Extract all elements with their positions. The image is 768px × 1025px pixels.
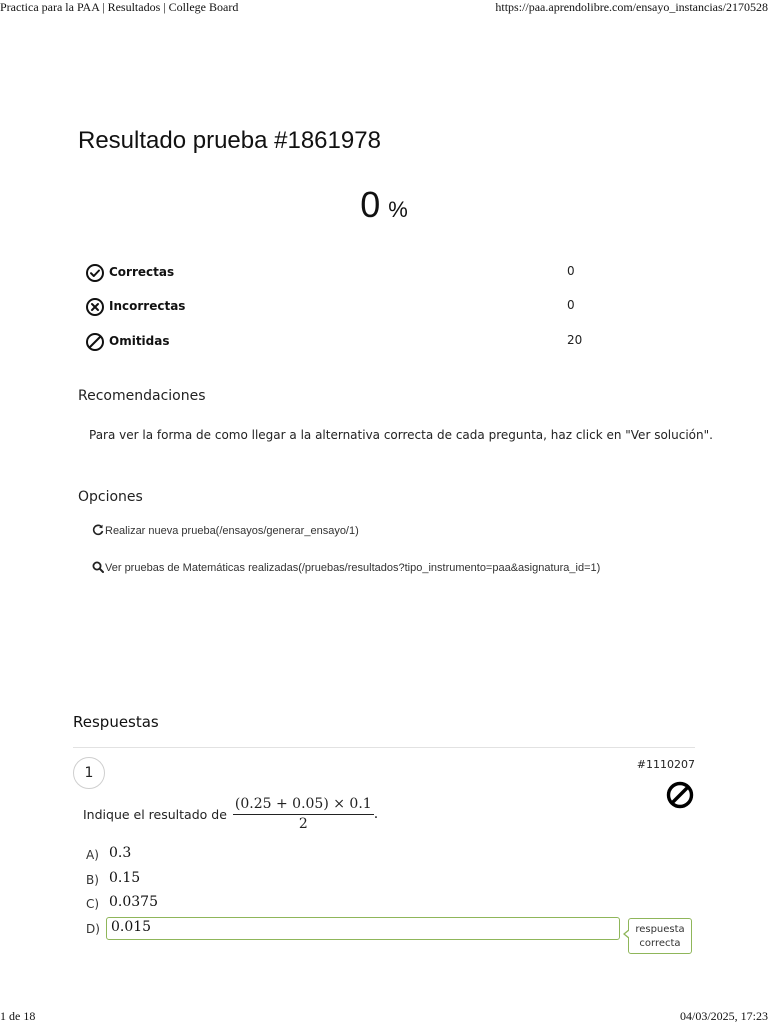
options-heading: Opciones (78, 489, 143, 505)
print-page-number: 1 de 18 (0, 1009, 36, 1023)
correct-answer-tag (628, 918, 692, 954)
question-number: 1 (73, 757, 105, 789)
x-circle-icon (85, 297, 105, 317)
print-page-title: Practica para la PAA | Resultados | College Board (0, 0, 239, 14)
score-unit: % (388, 197, 408, 222)
print-page-url: https://paa.aprendolibre.com/ensayo_instancias/2170528 (495, 0, 768, 14)
recommendations-heading: Recomendaciones (78, 388, 206, 404)
stat-label: Omitidas (109, 334, 170, 348)
refresh-icon (92, 524, 104, 536)
stat-value: 0 (567, 264, 575, 278)
print-header (0, 0, 768, 16)
alternative-letter: D) (86, 922, 100, 936)
alternative-d-correct (86, 918, 626, 940)
fraction-denominator: 2 (298, 816, 308, 832)
question-prompt (83, 792, 378, 836)
search-icon (92, 561, 104, 573)
stat-row-incorrect (85, 296, 625, 318)
divider (73, 747, 695, 748)
fraction-numerator: (0.25 + 0.05) × 0.1 (233, 796, 374, 815)
print-datetime: 04/03/2025, 17:23 (679, 1009, 768, 1023)
alternative-letter: B) (86, 873, 99, 887)
alternative-b (86, 869, 626, 891)
question-prompt-end: . (373, 806, 379, 822)
alternative-c (86, 893, 626, 915)
alternative-letter: A) (86, 848, 99, 862)
alternative-value: 0.0375 (109, 894, 158, 910)
stat-value: 20 (567, 333, 583, 347)
stat-row-correct (85, 262, 625, 284)
score-value: 0 (360, 184, 381, 225)
alternative-value: 0.015 (111, 919, 152, 935)
correct-tag-line1: respuesta (635, 924, 685, 935)
alternative-letter: C) (86, 897, 100, 911)
new-test-link-label: Realizar nueva prueba(/ensayos/generar_ensayo/1) (105, 525, 359, 537)
score-display (0, 184, 768, 226)
stat-row-omitted (85, 331, 625, 353)
view-tests-link[interactable] (92, 561, 600, 574)
view-tests-link-label: Ver pruebas de Matemáticas realizadas(/pruebas/resultados?tipo_instrumento=paa&asignatura_id=1) (105, 562, 601, 574)
new-test-link[interactable] (92, 524, 359, 537)
print-footer (0, 1009, 768, 1025)
correct-answer-highlight (106, 917, 620, 940)
page-title: Resultado prueba #1861978 (78, 127, 381, 154)
stat-value: 0 (567, 298, 575, 312)
question-id: #1110207 (636, 758, 695, 771)
omitted-status-icon (665, 780, 695, 810)
alternative-a (86, 844, 626, 866)
alternative-value: 0.3 (109, 845, 132, 861)
math-fraction (233, 796, 374, 832)
correct-tag-line2: correcta (639, 938, 681, 949)
alternative-value: 0.15 (109, 870, 141, 886)
stat-label: Correctas (109, 265, 175, 279)
recommendations-text: Para ver la forma de como llegar a la alternativa correcta de cada pregunta, haz click en "Ver solución". (89, 428, 713, 442)
answers-heading: Respuestas (73, 713, 159, 731)
question-prompt-text: Indique el resultado de (83, 806, 227, 822)
omit-icon (85, 332, 105, 352)
check-circle-icon (85, 263, 105, 283)
stat-label: Incorrectas (109, 299, 186, 313)
